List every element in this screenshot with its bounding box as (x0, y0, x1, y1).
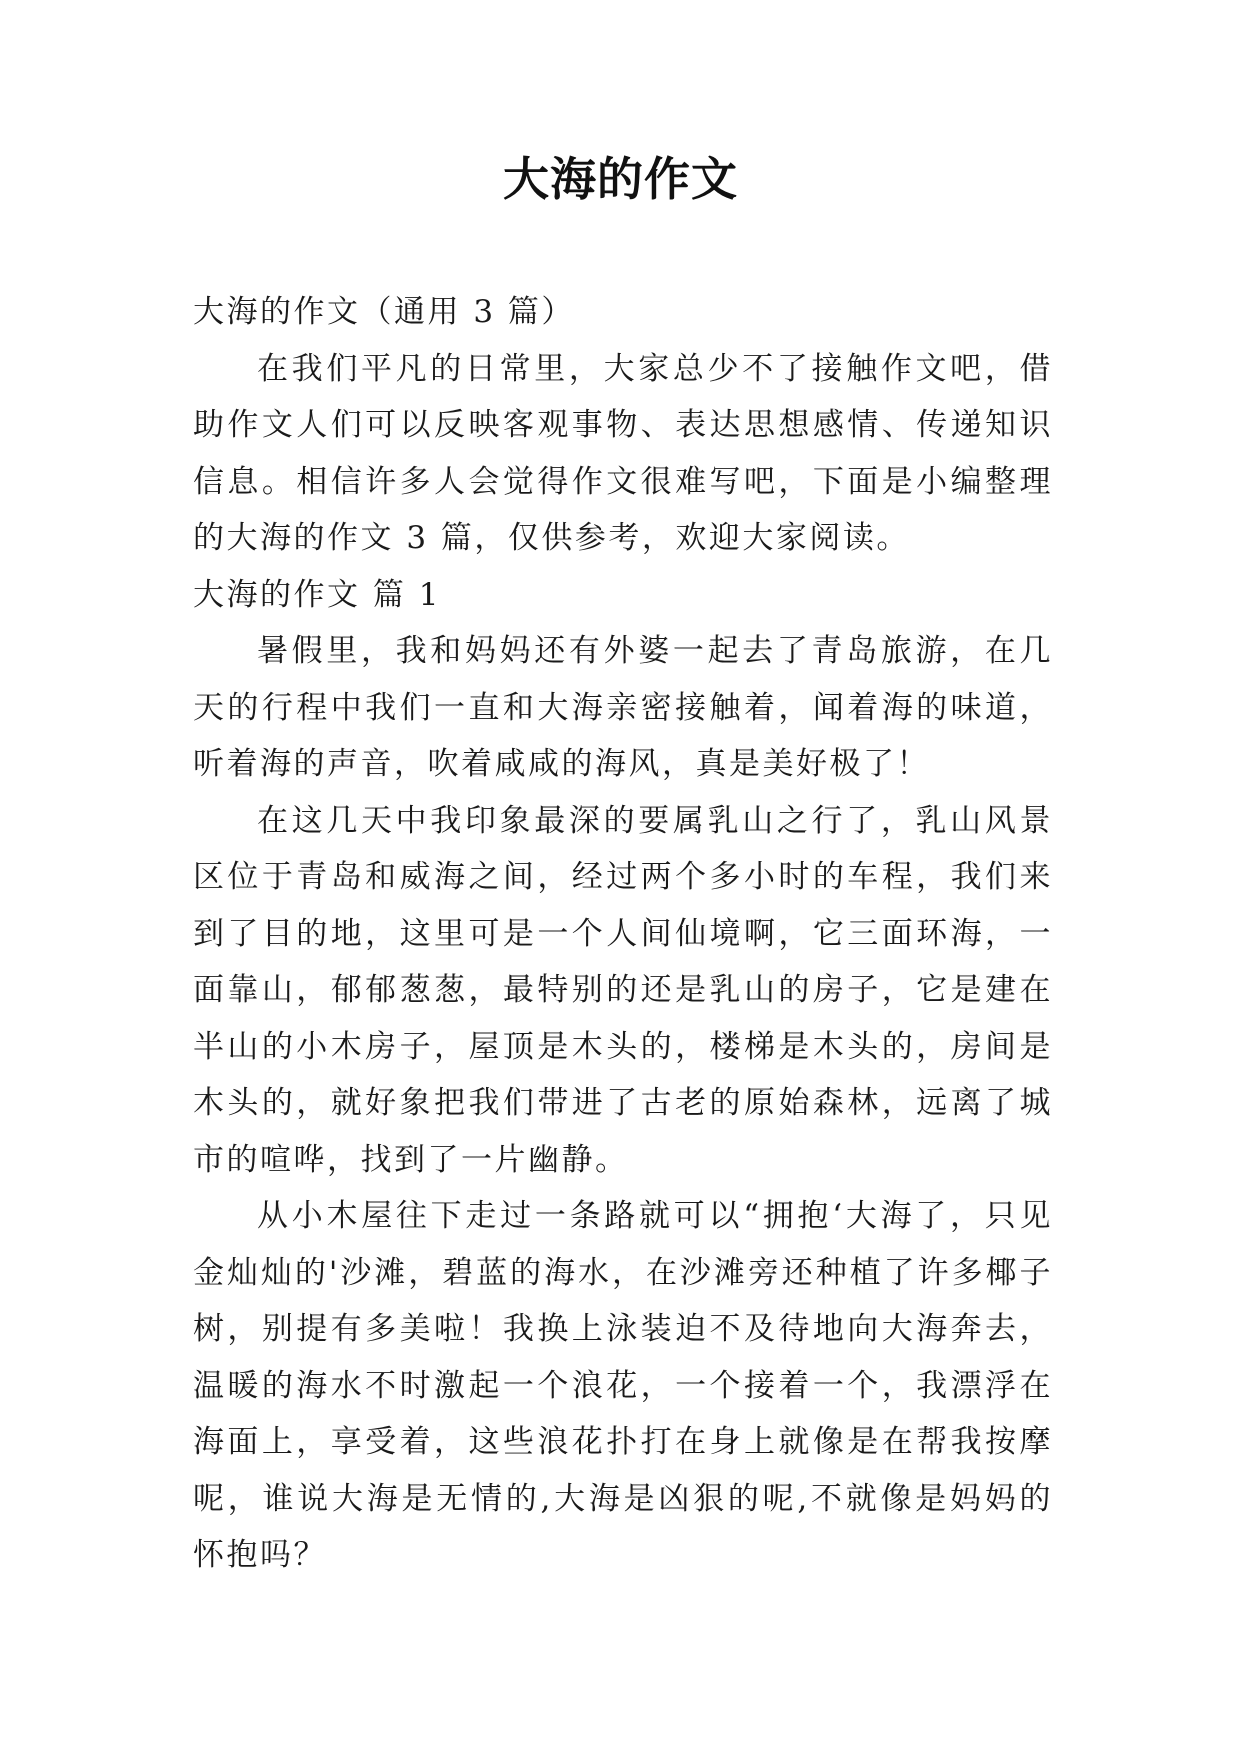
intro-paragraph: 在我们平凡的日常里，大家总少不了接触作文吧，借助作文人们可以反映客观事物、表达思想感情、传递知识信息。相信许多人会觉得作文很难写吧，下面是小编整理的大海的作文 3 篇，仅供参考，欢迎大家阅读。 (193, 350, 1053, 556)
section-heading: 大海的作文 篇 1 (193, 576, 441, 613)
collection-subtitle: 大海的作文（通用 3 篇） (193, 294, 575, 330)
document-body (193, 284, 1053, 1584)
body-paragraph: 暑假里，我和妈妈还有外婆一起去了青岛旅游，在几天的行程中我们一直和大海亲密接触着，闻着海的味道，听着海的声音，吹着咸咸的海风，真是美好极了！ (193, 633, 1053, 782)
body-paragraph: 从小木屋往下走过一条路就可以“拥抱‘大海了，只见金灿灿的'沙滩，碧蓝的海水，在沙滩旁还种植了许多椰子树，别提有多美啦！我换上泳装迫不及待地向大海奔去，温暖的海水不时激起一个浪花，一个接着一个，我漂浮在海面上，享受着，这些浪花扑打在身上就像是在帮我按摩呢，谁说大海是无情的,大海是凶狠的呢,不就像是妈妈的怀抱吗？ (193, 1198, 1053, 1573)
body-paragraph: 在这几天中我印象最深的要属乳山之行了，乳山风景区位于青岛和威海之间，经过两个多小时的车程，我们来到了目的地，这里可是一个人间仙境啊，它三面环海，一面靠山，郁郁葱葱，最特别的还是乳山的房子，它是建在半山的小木房子，屋顶是木头的，楼梯是木头的，房间是木头的，就好象把我们带进了古老的原始森林，远离了城市的喧哗，找到了一片幽静。 (193, 802, 1053, 1178)
document-title: 大海的作文 (503, 152, 738, 206)
